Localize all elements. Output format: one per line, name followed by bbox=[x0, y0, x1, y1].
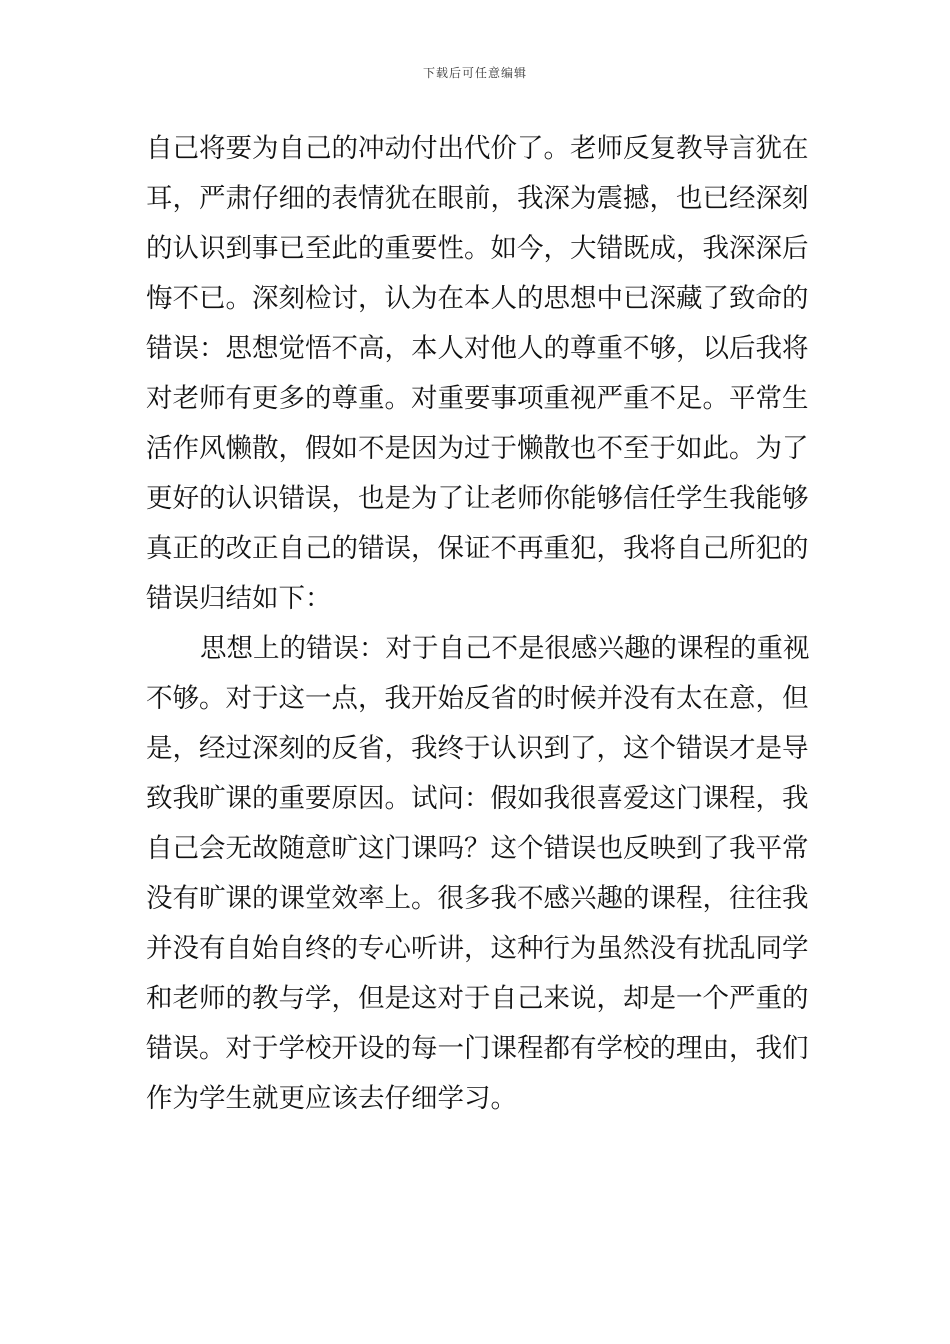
text-line: 是，经过深刻的反省，我终于认识到了，这个错误才是导 bbox=[146, 733, 809, 764]
text-line: 的认识到事已至此的重要性。如今，大错既成，我深深后 bbox=[146, 233, 809, 264]
text-line: 错误。对于学校开设的每一门课程都有学校的理由，我们 bbox=[146, 1033, 809, 1064]
text-line: 更好的认识错误，也是为了让老师你能够信任学生我能够 bbox=[146, 483, 809, 514]
text-line: 对老师有更多的尊重。对重要事项重视严重不足。平常生 bbox=[146, 383, 809, 414]
text-line: 致我旷课的重要原因。试问：假如我很喜爱这门课程，我 bbox=[146, 783, 809, 814]
paragraph-2 bbox=[146, 624, 810, 1124]
paragraph-1 bbox=[146, 124, 809, 624]
text-line: 思想上的错误：对于自己不是很感兴趣的课程的重视 bbox=[200, 633, 810, 664]
document-body bbox=[146, 124, 810, 1124]
text-line: 并没有自始自终的专心听讲，这种行为虽然没有扰乱同学 bbox=[146, 933, 809, 964]
text-line: 自己会无故随意旷这门课吗？这个错误也反映到了我平常 bbox=[146, 833, 809, 864]
text-line: 错误归结如下： bbox=[146, 583, 332, 614]
text-line: 真正的改正自己的错误，保证不再重犯，我将自己所犯的 bbox=[146, 533, 809, 564]
text-line: 不够。对于这一点，我开始反省的时候并没有太在意，但 bbox=[146, 683, 809, 714]
text-line: 作为学生就更应该去仔细学习。 bbox=[146, 1083, 517, 1114]
text-line: 和老师的教与学，但是这对于自己来说，却是一个严重的 bbox=[146, 983, 809, 1014]
text-line: 耳，严肃仔细的表情犹在眼前，我深为震撼，也已经深刻 bbox=[146, 183, 809, 214]
text-line: 没有旷课的课堂效率上。很多我不感兴趣的课程，往往我 bbox=[146, 883, 809, 914]
text-line: 错误：思想觉悟不高，本人对他人的尊重不够，以后我将 bbox=[146, 333, 809, 364]
page-header: 下载后可任意编辑 bbox=[422, 66, 527, 80]
text-line: 活作风懒散，假如不是因为过于懒散也不至于如此。为了 bbox=[146, 433, 809, 464]
text-line: 悔不已。深刻检讨，认为在本人的思想中已深藏了致命的 bbox=[146, 283, 809, 314]
text-line: 自己将要为自己的冲动付出代价了。老师反复教导言犹在 bbox=[146, 133, 809, 164]
